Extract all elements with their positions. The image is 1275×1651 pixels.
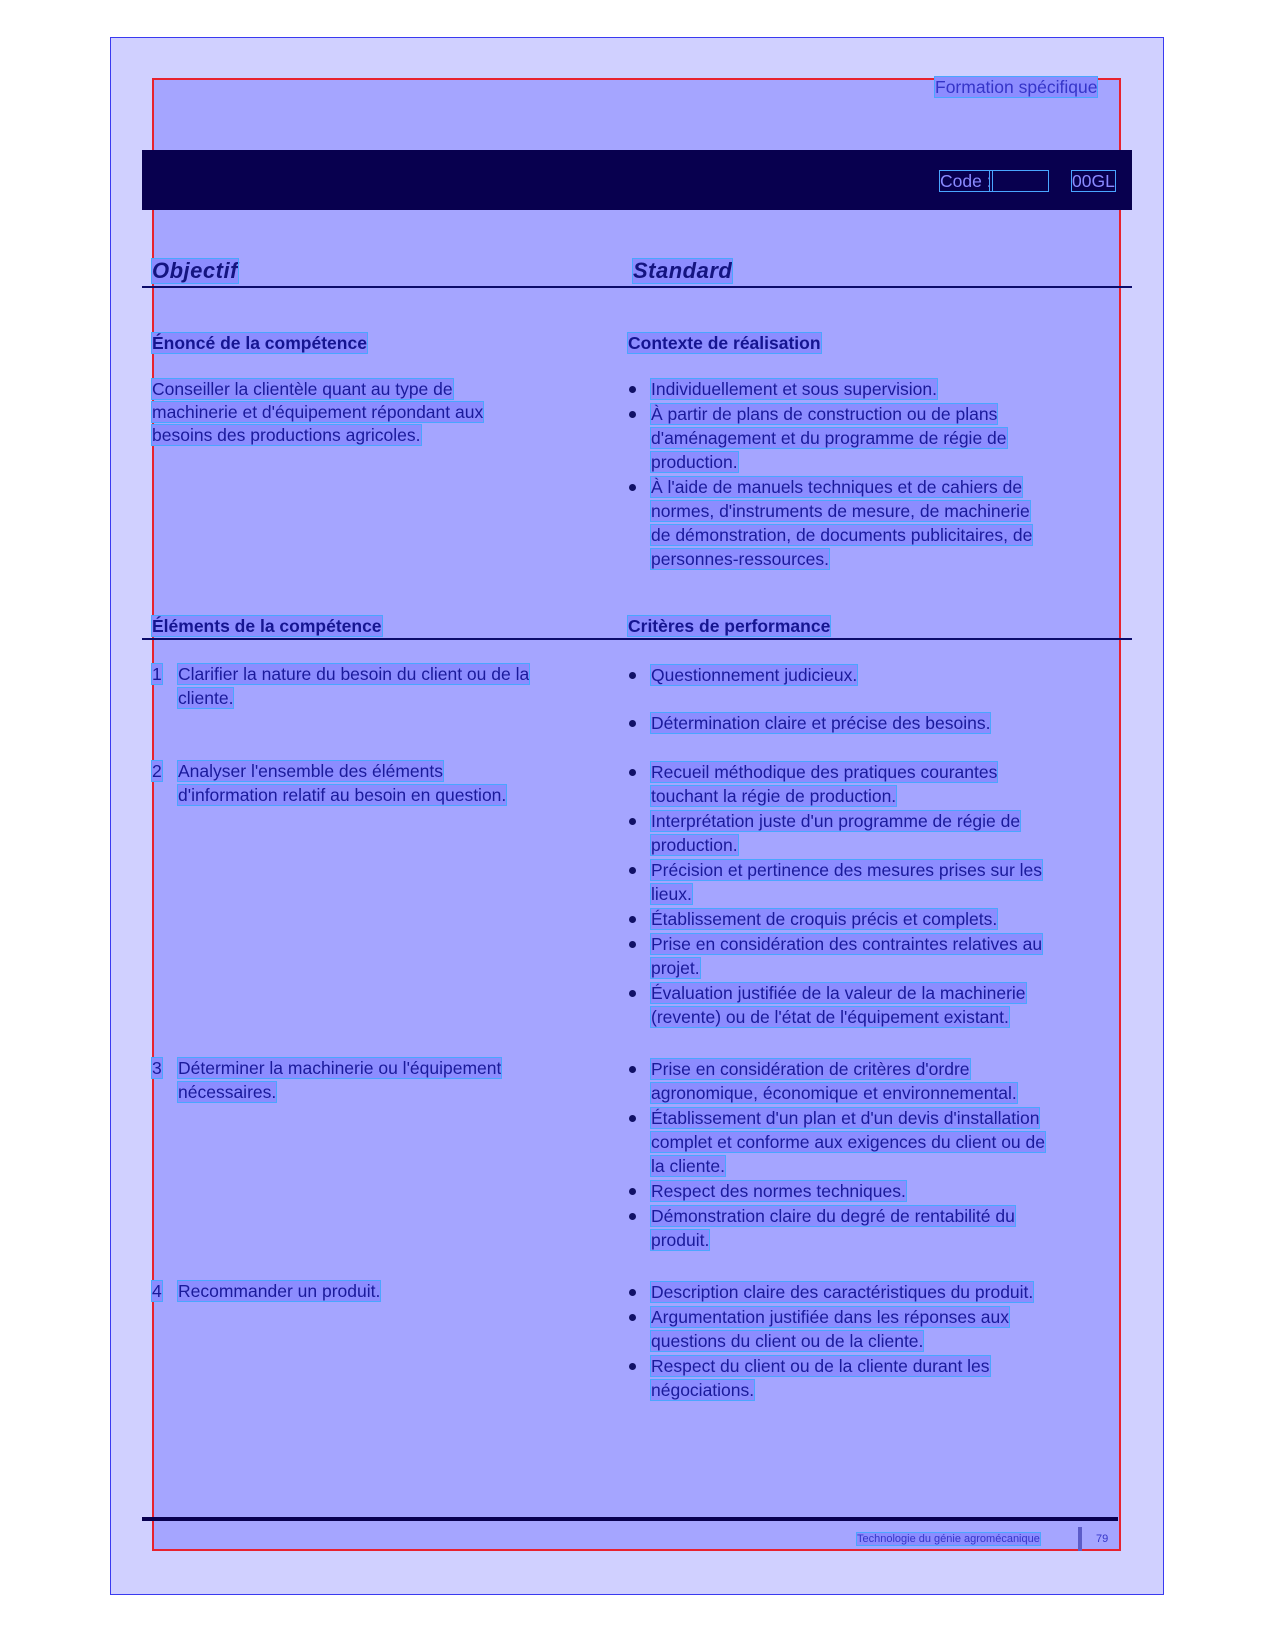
bullet-icon [629, 941, 636, 948]
element-line: cliente. [178, 688, 234, 708]
context-line: Individuellement et sous supervision. [651, 379, 937, 399]
criterion-line: produit. [651, 1230, 710, 1250]
context-line: normes, d'instruments de mesure, de machinerie [651, 501, 1030, 521]
element-number: 3 [152, 1058, 162, 1078]
criterion-line: Évaluation justifiée de la valeur de la machinerie [651, 983, 1026, 1003]
criterion-line: Argumentation justifiée dans les réponses aux [651, 1307, 1009, 1327]
contexte-heading: Contexte de réalisation [628, 333, 821, 353]
criterion-line: questions du client ou de la cliente. [651, 1331, 924, 1351]
elements-divider [142, 638, 1132, 640]
element-number: 2 [152, 761, 162, 781]
criterion-line: lieux. [651, 884, 692, 904]
bullet-icon [629, 1188, 636, 1195]
bullet-icon [629, 1213, 636, 1220]
criterion-line: Établissement de croquis précis et complets. [651, 909, 998, 929]
bullet-icon [629, 386, 636, 393]
standard-title: Standard [633, 258, 733, 283]
element-line: Recommander un produit. [178, 1281, 381, 1301]
context-line: production. [651, 452, 738, 472]
criterion-line: Respect des normes techniques. [651, 1181, 906, 1201]
criterion-line: Prise en considération des contraintes relatives au [651, 934, 1043, 954]
criterion-line: Démonstration claire du degré de rentabilité du [651, 1206, 1015, 1226]
criterion-line: (revente) ou de l'état de l'équipement existant. [651, 1007, 1009, 1027]
statement-line: besoins des productions agricoles. [152, 425, 421, 445]
criterion-line: Respect du client ou de la cliente durant les [651, 1356, 990, 1376]
footer-program: Technologie du génie agromécanique [857, 1533, 1040, 1545]
criterion-line: Précision et pertinence des mesures prises sur les [651, 860, 1043, 880]
element-line: d'information relatif au besoin en question. [178, 785, 507, 805]
elements-heading: Éléments de la compétence [152, 616, 382, 636]
criterion-line: complet et conforme aux exigences du client ou de [651, 1132, 1045, 1152]
bullet-icon [629, 484, 636, 491]
code-value: 00GL [1072, 171, 1115, 191]
bullet-icon [629, 1314, 636, 1321]
bullet-icon [629, 1363, 636, 1370]
bullet-icon [629, 672, 636, 679]
element-number: 1 [152, 664, 162, 684]
criterion-line: projet. [651, 958, 700, 978]
statement-line: machinerie et d'équipement répondant aux [152, 402, 484, 422]
criterion-line: Prise en considération de critères d'ordre [651, 1059, 970, 1079]
context-line: de démonstration, de documents publicitaires, de [651, 525, 1033, 545]
bullet-icon [629, 1115, 636, 1122]
criterion-line: Description claire des caractéristiques du produit. [651, 1282, 1034, 1302]
criterion-line: Questionnement judicieux. [651, 665, 858, 685]
enonce-heading: Énoncé de la compétence [152, 333, 367, 353]
criterion-line: Recueil méthodique des pratiques courantes [651, 762, 998, 782]
objectif-title: Objectif [152, 258, 238, 283]
bullet-icon [629, 867, 636, 874]
bullet-icon [629, 769, 636, 776]
criterion-line: touchant la régie de production. [651, 786, 897, 806]
bullet-icon [629, 1289, 636, 1296]
formation-label: Formation spécifique [935, 77, 1098, 97]
bullet-icon [629, 916, 636, 923]
criterion-line: la cliente. [651, 1156, 725, 1176]
element-number: 4 [152, 1281, 162, 1301]
criteres-heading: Critères de performance [628, 616, 831, 636]
criterion-line: Détermination claire et précise des besoins. [651, 713, 991, 733]
title-divider [142, 286, 1132, 288]
statement-line: Conseiller la clientèle quant au type de [152, 379, 453, 399]
criterion-line: agronomique, économique et environnemental. [651, 1083, 1017, 1103]
footer-page-number: 79 [1096, 1533, 1109, 1545]
criterion-line: Interprétation juste d'un programme de régie de [651, 811, 1021, 831]
context-line: À partir de plans de construction ou de plans [651, 404, 998, 424]
element-line: Analyser l'ensemble des éléments [178, 761, 444, 781]
context-line: À l'aide de manuels techniques et de cahiers de [651, 477, 1023, 497]
element-line: Clarifier la nature du besoin du client ou de la [178, 664, 530, 684]
element-line: Déterminer la machinerie ou l'équipement [178, 1058, 502, 1078]
bullet-icon [629, 720, 636, 727]
footer-separator [1078, 1527, 1082, 1551]
criterion-line: négociations. [651, 1380, 755, 1400]
bullet-icon [629, 818, 636, 825]
code-field-box [990, 171, 1048, 191]
code-label: Code : [940, 171, 992, 191]
bullet-icon [629, 411, 636, 418]
context-line: d'aménagement et du programme de régie de [651, 428, 1007, 448]
element-line: nécessaires. [178, 1082, 277, 1102]
bullet-icon [629, 990, 636, 997]
context-line: personnes-ressources. [651, 549, 829, 569]
criterion-line: production. [651, 835, 738, 855]
footer-rule [142, 1517, 1118, 1521]
bullet-icon [629, 1066, 636, 1073]
criterion-line: Établissement d'un plan et d'un devis d'installation [651, 1108, 1040, 1128]
